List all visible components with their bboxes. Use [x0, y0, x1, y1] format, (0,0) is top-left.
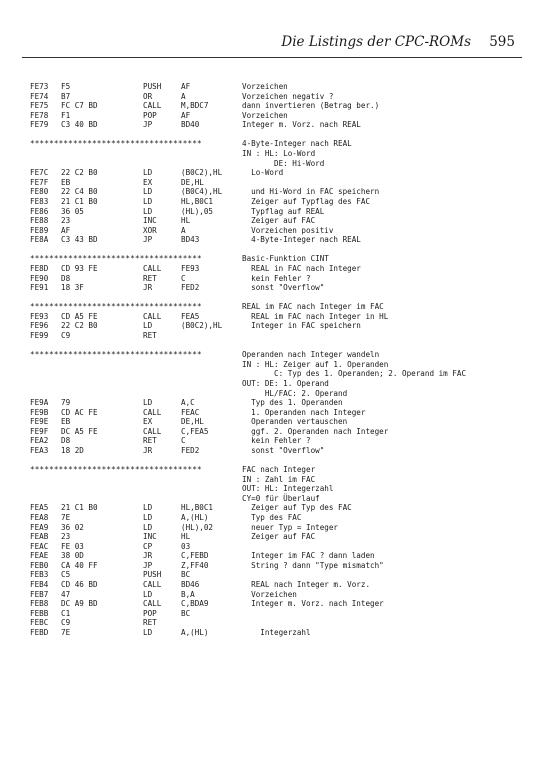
line-opcode-bytes: C9	[61, 331, 71, 341]
page-header	[0, 34, 539, 54]
listing-line	[30, 551, 535, 561]
blank-line	[30, 456, 535, 466]
line-opcode-bytes: D8	[61, 273, 71, 283]
line-address: FE86	[30, 206, 49, 216]
line-opcode-bytes: C3 43 BD	[61, 235, 98, 245]
line-comment: IN : HL: Zeiger auf 1. Operanden	[242, 359, 389, 369]
line-comment: C: Typ des 1. Operanden; 2. Operand im FAC	[242, 369, 467, 379]
listing-line	[30, 398, 535, 408]
line-mnemonic: CALL	[143, 426, 162, 436]
line-comment: Typ des 1. Operanden	[242, 398, 343, 408]
line-opcode-bytes: CD A5 FE	[61, 311, 98, 321]
blank-line	[30, 245, 535, 255]
line-operand: (B0C2),HL	[181, 321, 223, 331]
line-opcode-bytes: CD AC FE	[61, 407, 98, 417]
line-operand: C,BDA9	[181, 599, 209, 609]
listing-line	[30, 207, 535, 217]
line-opcode-bytes: 7E	[61, 627, 71, 637]
line-comment: 1. Operanden nach Integer	[242, 407, 366, 417]
listing-line	[30, 216, 535, 226]
line-opcode-bytes: 23	[61, 532, 71, 542]
line-opcode-bytes: B7	[61, 91, 71, 101]
line-operand: FED2	[181, 283, 200, 293]
line-opcode-bytes: FC C7 BD	[61, 101, 98, 111]
line-address: FE79	[30, 120, 49, 130]
line-comment: Basic-Funktion CINT	[242, 254, 329, 264]
line-comment: HL/FAC: 2. Operand	[242, 388, 348, 398]
listing-line	[30, 178, 535, 188]
line-mnemonic: LD	[143, 398, 153, 408]
line-opcode-bytes: 22 C2 B0	[61, 321, 98, 331]
listing-line	[30, 159, 535, 169]
line-opcode-bytes: 38 0D	[61, 551, 84, 561]
listing-line	[30, 139, 535, 149]
line-operand: HL	[181, 532, 191, 542]
line-mnemonic: CALL	[143, 407, 162, 417]
line-comment: Lo-Word	[242, 168, 284, 178]
line-mnemonic: JP	[143, 120, 153, 130]
listing-line	[30, 475, 535, 485]
line-address: FE78	[30, 110, 49, 120]
line-comment: kein Fehler ?	[242, 273, 311, 283]
line-mnemonic: LD	[143, 321, 153, 331]
line-operand: FEAC	[181, 407, 200, 417]
line-address: FE9E	[30, 417, 49, 427]
line-operand: C	[181, 436, 186, 446]
line-address: FEAC	[30, 541, 49, 551]
line-operand: (B0C2),HL	[181, 168, 223, 178]
line-mnemonic: JR	[143, 551, 153, 561]
line-mnemonic: CALL	[143, 263, 162, 273]
line-opcode-bytes: 23	[61, 216, 71, 226]
line-opcode-bytes: CD 93 FE	[61, 263, 98, 273]
line-comment: Zeiger auf FAC	[242, 216, 316, 226]
listing-line	[30, 168, 535, 178]
line-operand: 03	[181, 541, 191, 551]
listing-line	[30, 580, 535, 590]
line-address: FEB8	[30, 599, 49, 609]
listing-line	[30, 590, 535, 600]
page-number: 595	[489, 34, 515, 50]
line-operand: A,(HL)	[181, 513, 209, 523]
line-comment: neuer Typ = Integer	[242, 522, 339, 532]
line-mnemonic: CALL	[143, 580, 162, 590]
listing-line	[30, 264, 535, 274]
line-comment: OUT: HL: Integerzahl	[242, 484, 334, 494]
line-operand: BC	[181, 608, 191, 618]
listing-line	[30, 494, 535, 504]
line-operand: FED2	[181, 445, 200, 455]
line-mnemonic: LD	[143, 522, 153, 532]
line-opcode-bytes: DC A5 FE	[61, 426, 98, 436]
line-opcode-bytes: C1	[61, 608, 71, 618]
line-operand: BD40	[181, 120, 200, 130]
line-comment: ggf. 2. Operanden nach Integer	[242, 426, 389, 436]
line-comment: 4-Byte-Integer nach REAL	[242, 235, 361, 245]
line-opcode-bytes: 21 C1 B0	[61, 196, 98, 206]
listing-line	[30, 235, 535, 245]
line-operand: BC	[181, 570, 191, 580]
line-opcode-bytes: 36 05	[61, 206, 84, 216]
line-opcode-bytes: 21 C1 B0	[61, 503, 98, 513]
line-mnemonic: LD	[143, 513, 153, 523]
line-mnemonic: LD	[143, 503, 153, 513]
listing-line	[30, 465, 535, 475]
line-mnemonic: LD	[143, 187, 153, 197]
header-rule	[22, 57, 522, 58]
listing-line	[30, 321, 535, 331]
line-opcode-bytes: DC A9 BD	[61, 599, 98, 609]
listing-line	[30, 283, 535, 293]
line-mnemonic: RET	[143, 436, 157, 446]
listing-line	[30, 331, 535, 341]
line-opcode-bytes: D8	[61, 436, 71, 446]
line-opcode-bytes: 47	[61, 589, 71, 599]
line-opcode-bytes: CD 46 BD	[61, 580, 98, 590]
line-address: FE89	[30, 225, 49, 235]
listing-line	[30, 111, 535, 121]
separator-stars: ************************************	[30, 139, 202, 149]
line-mnemonic: PUSH	[143, 82, 162, 91]
line-mnemonic: LD	[143, 589, 153, 599]
listing-line	[30, 226, 535, 236]
listing-line	[30, 609, 535, 619]
listing-line	[30, 417, 535, 427]
line-comment: Integer m. Vorz. nach REAL	[242, 120, 361, 130]
line-operand: A	[181, 91, 186, 101]
line-address: FEB3	[30, 570, 49, 580]
line-opcode-bytes: C9	[61, 618, 71, 628]
listing-line	[30, 628, 535, 638]
listing-line	[30, 379, 535, 389]
line-comment: Zeiger auf Typ des FAC	[242, 503, 352, 513]
line-opcode-bytes: 36 02	[61, 522, 84, 532]
listing-line	[30, 274, 535, 284]
line-mnemonic: EX	[143, 417, 153, 427]
line-address: FE83	[30, 196, 49, 206]
line-operand: A	[181, 225, 186, 235]
listing-line	[30, 302, 535, 312]
line-address: FE93	[30, 311, 49, 321]
blank-line	[30, 130, 535, 140]
line-comment: Integer im FAC ? dann laden	[242, 551, 375, 561]
line-opcode-bytes: F1	[61, 110, 71, 120]
line-mnemonic: JP	[143, 235, 153, 245]
line-comment: Vorzeichen	[242, 110, 288, 120]
line-comment: IN : Zahl im FAC	[242, 474, 316, 484]
line-mnemonic: POP	[143, 110, 157, 120]
line-comment: Vorzeichen	[242, 82, 288, 91]
listing-line	[30, 187, 535, 197]
line-mnemonic: JR	[143, 445, 153, 455]
line-operand: C,FEA5	[181, 426, 209, 436]
line-operand: B,A	[181, 589, 195, 599]
line-comment: Zeiger auf FAC	[242, 532, 316, 542]
line-address: FE99	[30, 331, 49, 341]
line-address: FE91	[30, 283, 49, 293]
line-address: FE8A	[30, 235, 49, 245]
line-address: FE96	[30, 321, 49, 331]
line-mnemonic: PUSH	[143, 570, 162, 580]
line-comment: Operanden nach Integer wandeln	[242, 350, 380, 360]
line-address: FE9B	[30, 407, 49, 417]
listing-line	[30, 618, 535, 628]
line-operand: (HL),02	[181, 522, 214, 532]
listing-line	[30, 101, 535, 111]
line-operand: DE,HL	[181, 417, 204, 427]
line-comment: kein Fehler ?	[242, 436, 311, 446]
line-operand: M,BDC7	[181, 101, 209, 111]
separator-stars: ************************************	[30, 465, 202, 475]
line-opcode-bytes: EB	[61, 417, 71, 427]
line-opcode-bytes: 22 C2 B0	[61, 168, 98, 178]
line-operand: C	[181, 273, 186, 283]
line-address: FEAB	[30, 532, 49, 542]
line-address: FEBB	[30, 608, 49, 618]
line-address: FEBD	[30, 627, 49, 637]
listing-line	[30, 484, 535, 494]
line-mnemonic: CALL	[143, 599, 162, 609]
line-comment: dann invertieren (Betrag ber.)	[242, 101, 380, 111]
line-comment: DE: Hi-Word	[242, 158, 325, 168]
listing-line	[30, 120, 535, 130]
line-opcode-bytes: 18 3F	[61, 283, 84, 293]
line-operand: A,(HL)	[181, 627, 209, 637]
line-comment: String ? dann "Type mismatch"	[242, 560, 384, 570]
listing-line	[30, 513, 535, 523]
line-address: FEA5	[30, 503, 49, 513]
line-address: FE9A	[30, 398, 49, 408]
line-mnemonic: RET	[143, 331, 157, 341]
line-mnemonic: CP	[143, 541, 153, 551]
listing-line	[30, 436, 535, 446]
line-comment: Integer in FAC speichern	[242, 321, 361, 331]
line-comment: Vorzeichen positiv	[242, 225, 334, 235]
line-operand: FEA5	[181, 311, 200, 321]
line-mnemonic: LD	[143, 206, 153, 216]
line-address: FE80	[30, 187, 49, 197]
listing-line	[30, 149, 535, 159]
line-address: FEB7	[30, 589, 49, 599]
separator-stars: ************************************	[30, 302, 202, 312]
listing-line	[30, 427, 535, 437]
line-operand: C,FEBD	[181, 551, 209, 561]
line-comment: Integerzahl	[242, 627, 311, 637]
line-comment: REAL im FAC nach Integer im FAC	[242, 302, 384, 312]
separator-stars: ************************************	[30, 254, 202, 264]
line-address: FEB4	[30, 580, 49, 590]
line-comment: Integer m. Vorz. nach Integer	[242, 599, 384, 609]
line-mnemonic: JP	[143, 560, 153, 570]
listing-line	[30, 197, 535, 207]
listing-line	[30, 542, 535, 552]
listing-line	[30, 523, 535, 533]
line-mnemonic: CALL	[143, 311, 162, 321]
line-mnemonic: LD	[143, 627, 153, 637]
listing-line	[30, 408, 535, 418]
line-comment: Zeiger auf Typflag des FAC	[242, 196, 371, 206]
listing-line	[30, 254, 535, 264]
line-mnemonic: XOR	[143, 225, 157, 235]
line-comment: 4-Byte-Integer nach REAL	[242, 139, 352, 149]
line-operand: AF	[181, 110, 191, 120]
line-comment: Operanden vertauschen	[242, 417, 348, 427]
line-address: FE73	[30, 82, 49, 91]
listing-line	[30, 312, 535, 322]
line-operand: BD43	[181, 235, 200, 245]
line-operand: FE93	[181, 263, 200, 273]
line-mnemonic: INC	[143, 216, 157, 226]
line-address: FEB0	[30, 560, 49, 570]
line-address: FE74	[30, 91, 49, 101]
line-opcode-bytes: 79	[61, 398, 71, 408]
line-comment: OUT: DE: 1. Operand	[242, 378, 329, 388]
blank-line	[30, 293, 535, 303]
line-address: FE8D	[30, 263, 49, 273]
line-address: FE88	[30, 216, 49, 226]
line-opcode-bytes: F5	[61, 82, 71, 91]
line-opcode-bytes: 22 C4 B0	[61, 187, 98, 197]
line-operand: DE,HL	[181, 177, 204, 187]
line-address: FE7C	[30, 168, 49, 178]
separator-stars: ************************************	[30, 350, 202, 360]
listing-line	[30, 561, 535, 571]
listing-line	[30, 350, 535, 360]
line-mnemonic: INC	[143, 532, 157, 542]
listing-line	[30, 599, 535, 609]
line-comment: Typ des FAC	[242, 513, 302, 523]
line-comment: REAL in FAC nach Integer	[242, 263, 361, 273]
line-opcode-bytes: 7E	[61, 513, 71, 523]
line-mnemonic: JR	[143, 283, 153, 293]
blank-line	[30, 341, 535, 351]
line-address: FEA9	[30, 522, 49, 532]
line-operand: Z,FF40	[181, 560, 209, 570]
line-address: FE75	[30, 101, 49, 111]
line-comment: REAL nach Integer m. Vorz.	[242, 580, 371, 590]
line-comment: Typflag auf REAL	[242, 206, 325, 216]
listing-line	[30, 532, 535, 542]
line-opcode-bytes: C5	[61, 570, 71, 580]
line-operand: BD46	[181, 580, 200, 590]
line-comment: Vorzeichen negativ ?	[242, 91, 334, 101]
line-mnemonic: POP	[143, 608, 157, 618]
listing-line	[30, 92, 535, 102]
line-opcode-bytes: EB	[61, 177, 71, 187]
line-comment: und Hi-Word in FAC speichern	[242, 187, 380, 197]
line-mnemonic: RET	[143, 618, 157, 628]
line-operand: A,C	[181, 398, 195, 408]
line-address: FEA3	[30, 445, 49, 455]
listing-line	[30, 369, 535, 379]
line-address: FEAE	[30, 551, 49, 561]
listing-line	[30, 389, 535, 399]
line-opcode-bytes: AF	[61, 225, 71, 235]
line-mnemonic: LD	[143, 196, 153, 206]
line-operand: AF	[181, 82, 191, 91]
line-comment: sonst "Overflow"	[242, 445, 325, 455]
line-mnemonic: EX	[143, 177, 153, 187]
line-opcode-bytes: FE 03	[61, 541, 84, 551]
listing-line	[30, 503, 535, 513]
line-mnemonic: CALL	[143, 101, 162, 111]
line-mnemonic: OR	[143, 91, 153, 101]
line-comment: REAL im FAC nach Integer in HL	[242, 311, 389, 321]
line-operand: HL,B0C1	[181, 503, 214, 513]
line-comment: sonst "Overflow"	[242, 283, 325, 293]
listing-line	[30, 446, 535, 456]
line-comment: Vorzeichen	[242, 589, 297, 599]
line-mnemonic: RET	[143, 273, 157, 283]
line-address: FE7F	[30, 177, 49, 187]
line-address: FEA8	[30, 513, 49, 523]
line-address: FEBC	[30, 618, 49, 628]
line-operand: (B0C4),HL	[181, 187, 223, 197]
line-opcode-bytes: CA 40 FF	[61, 560, 98, 570]
line-comment: CY=0 für Überlauf	[242, 493, 320, 503]
line-operand: HL,B0C1	[181, 196, 214, 206]
line-address: FEA2	[30, 436, 49, 446]
line-operand: HL	[181, 216, 191, 226]
listing-line	[30, 82, 535, 92]
assembly-listing	[30, 82, 535, 638]
line-mnemonic: LD	[143, 168, 153, 178]
listing-line	[30, 360, 535, 370]
line-operand: (HL),05	[181, 206, 214, 216]
line-comment: FAC nach Integer	[242, 465, 316, 475]
line-address: FE9F	[30, 426, 49, 436]
line-opcode-bytes: 18 2D	[61, 445, 84, 455]
listing-line	[30, 570, 535, 580]
running-title: Die Listings der CPC-ROMs	[281, 34, 471, 50]
line-comment: IN : HL: Lo-Word	[242, 149, 316, 159]
line-address: FE90	[30, 273, 49, 283]
line-opcode-bytes: C3 40 BD	[61, 120, 98, 130]
